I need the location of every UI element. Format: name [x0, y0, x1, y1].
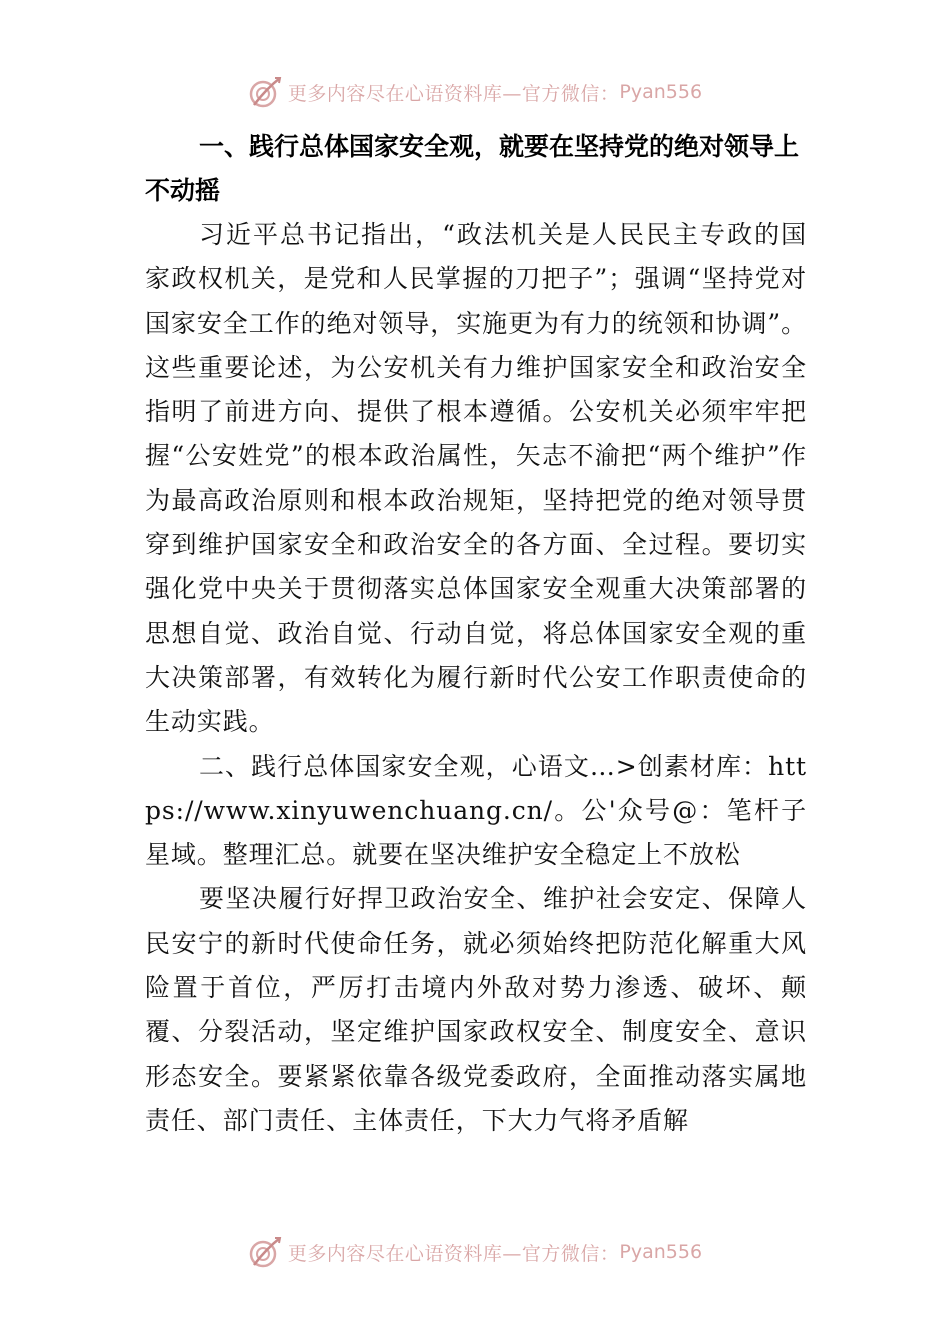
section-heading-1: 一、践行总体国家安全观，就要在坚持党的绝对领导上不动摇 — [145, 132, 800, 205]
footer-watermark — [0, 1232, 950, 1272]
header-watermark — [0, 72, 950, 112]
paragraph-2: 要坚决履行好捍卫政治安全、维护社会安定、保障人民安宁的新时代使命任务，就必须始终把防范化解重大风险置于首位，严厉打击境内外敌对势力渗透、破坏、颠覆、分裂活动，坚定维护国家政权安全、制度安全、意识形态安全。要紧紧依靠各级党委政府，全面推动落实属地责任、部门责任、主体责任，下大力气将矛盾解 — [145, 884, 807, 1135]
watermark-wechat-id: Pyan556 — [619, 81, 703, 103]
paragraph-1: 习近平总书记指出，“政法机关是人民民主专政的国家政权机关，是党和人民掌握的刀把子”；强调“坚持党对国家安全工作的绝对领导，实施更为有力的统领和协调”。这些重要论述，为公安机关有力维护国家安全和政治安全指明了前进方向、提供了根本遵循。公安机关必须牢牢把握“公安姓党”的根本政治属性，矢志不渝把“两个维护”作为最高政治原则和根本政治规矩，坚持把党的绝对领导贯穿到维护国家安全和政治安全的各方面、全过程。要切实强化党中央关于贯彻落实总体国家安全观重大决策部署的思想自觉、政治自觉、行动自觉，将总体国家安全观的重大决策部署，有效转化为履行新时代公安工作职责使命的生动实践。 — [145, 220, 807, 737]
section-heading-2: 二、践行总体国家安全观，心语文…>创素材库：https://www.xinyuwenchuang.cn/。公'众号@：笔杆子星域。整理汇总。就要在坚决维护安全稳定上不放松 — [145, 751, 807, 870]
watermark-logo-icon — [248, 1235, 282, 1269]
watermark-text: 更多内容尽在心语资料库—官方微信： — [287, 82, 620, 105]
watermark-logo-icon — [248, 75, 282, 109]
watermark-text: 更多内容尽在心语资料库—官方微信： — [287, 1242, 620, 1265]
document-body — [145, 125, 807, 1143]
watermark-wechat-id: Pyan556 — [619, 1241, 703, 1263]
